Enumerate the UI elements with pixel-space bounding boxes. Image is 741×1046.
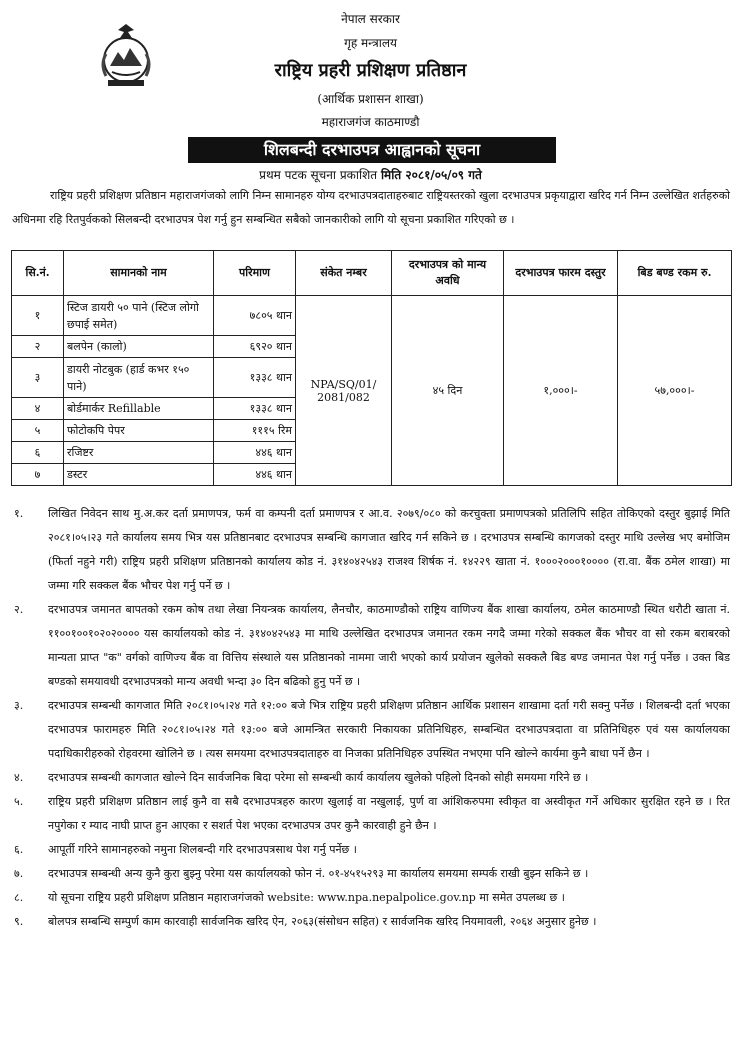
- intro-paragraph: राष्ट्रिय प्रहरी प्रशिक्षण प्रतिष्ठान महाराजगंजको लागि निम्न सामानहरु योग्य दरभाउपत्रदाताहरुबाट राष्ट्रियस्तरको खुला दरभाउपत्र प्रकृयाद्वारा खरिद गर्न निम्न उल्लेखित शर्तहरुको अधिनमा रहि रितपुर्वकको सिलबन्दी दरभाउपत्र पेश गर्नु हुन सम्बन्धित सबैको जानकारीको लागि यो सूचना प्रकाशित गरिएको छ ।: [12, 189, 730, 226]
- row-item-name: बोर्डमार्कर Refillable: [64, 398, 214, 420]
- notice-title-banner: शिलबन्दी दरभाउपत्र आह्वानको सूचना: [188, 137, 556, 163]
- col-header: बिड बण्ड रकम रु.: [618, 251, 732, 296]
- col-header: दरभाउपत्र फारम दस्तुर: [504, 251, 618, 296]
- institution-name: राष्ट्रिय प्रहरी प्रशिक्षण प्रतिष्ठान: [274, 60, 467, 81]
- term-number: ७.: [14, 867, 24, 880]
- row-sn: ५: [12, 420, 64, 442]
- row-item-name: डस्टर: [64, 464, 214, 486]
- term-text: दरभाउपत्र सम्बन्धी कागजात मिति २०८१।०५।२४ गते १२:०० बजे भित्र राष्ट्रिय प्रहरी प्रशिक्षण प्रतिष्ठान आर्थिक प्रशासन शाखामा दर्ता गरी सक्नु पर्नेछ । शिलबन्दी दर्ता भएका दरभाउपत्र फारामहरु मिति २०८१।०५।२४ गते १३:०० बजे आमन्त्रित सरकारी निकायका प्रतिनिधिहरु, सम्बन्धित दरभाउपत्रदाता वा प्रतिनिधिहरु एवं यस कार्यालयका पदाधिकारीहरुको रोहवरमा खोलिने छ । त्यस समयमा दरभाउपत्रदाताहरु वा निजका प्रतिनिधिहरु उपस्थित नभएमा पनि खोल्ने कार्यमा कुनै बाधा पर्ने छैन ।: [48, 699, 730, 760]
- publication-label: प्रथम पटक सूचना प्रकाशित: [259, 168, 378, 182]
- row-item-name: फोटोकपि पेपर: [64, 420, 214, 442]
- government-name: नेपाल सरकार: [341, 12, 400, 26]
- table-row: [12, 296, 732, 336]
- row-item-name: रजिष्टर: [64, 442, 214, 464]
- row-sn: २: [12, 336, 64, 358]
- list-item: [12, 910, 730, 934]
- terms-list: [12, 502, 730, 934]
- term-number: ६.: [14, 843, 24, 856]
- term-number: ४.: [14, 771, 24, 784]
- term-text: आपूर्ती गरिने सामानहरुको नमुना शिलबन्दी गरि दरभाउपत्रसाथ पेश गर्नु पर्नेछ ।: [48, 843, 357, 856]
- row-item-name: स्टिज डायरी ५० पाने (स्टिज लोगो छपाई समेत): [64, 296, 214, 336]
- row-sn: १: [12, 296, 64, 336]
- row-quantity: ४४६ थान: [214, 442, 296, 464]
- list-item: [12, 598, 730, 694]
- publication-line: [150, 166, 591, 183]
- code-number: NPA/SQ/01/ 2081/082: [296, 296, 392, 486]
- list-item: [12, 694, 730, 766]
- row-quantity: १३३८ थान: [214, 398, 296, 420]
- list-item: [12, 502, 730, 598]
- term-number: १.: [14, 507, 24, 520]
- list-item: [12, 886, 730, 910]
- form-fee: १,०००।-: [504, 296, 618, 486]
- list-item: [12, 790, 730, 838]
- term-text: राष्ट्रिय प्रहरी प्रशिक्षण प्रतिष्ठान लाई कुनै वा सबै दरभाउपत्रहरु कारण खुलाई वा नखुलाई, पुर्ण वा आंशिकरुपमा स्वीकृत वा अस्वीकृत गर्ने अधिकार सुरक्षित रहने छ । रित नपुगेका र म्याद नाघी प्राप्त हुन आएका र सशर्त पेश भएका दरभाउपत्र उपर कुनै कारवाही हुने छैन ।: [48, 795, 730, 832]
- term-text: बोलपत्र सम्बन्धि सम्पुर्ण काम कारवाही सार्वजनिक खरिद ऐन, २०६३(संसोधन सहित) र सार्वजनिक खरिद नियमावली, २०६४ अनुसार हुनेछ ।: [48, 915, 597, 928]
- term-text: लिखित निवेदन साथ मु.अ.कर दर्ता प्रमाणपत्र, फर्म वा कम्पनी दर्ता प्रमाणपत्र र आ.व. २०७९/०८० को करचुक्ता प्रमाणपत्रको प्रतिलिपि सहित तोकिएको दस्तुर बुझाई मिति २०८१।०५।२३ गते कार्यालय समय भित्र यस प्रतिष्ठानबाट दरभाउपत्र सम्बन्धि कागजात खरिद गर्न सकिने छ । दरभाउपत्र सम्बन्धि कागजको दस्तुर माथि उल्लेख भए बमोजिम (फिर्ता नहुने गरी) राष्ट्रिय प्रहरी प्रशिक्षण प्रतिष्ठानको कार्यालय कोड नं. ३१४०४२५४३ राजश्व शिर्षक नं. १४२२९ खाता नं. १०००२०००१०००० (रा.वा. बैंक ठमेल शाखा) मा जम्मा गरि सक्कल बैंक भौचर पेश गर्नु पर्ने छ ।: [48, 507, 730, 592]
- ministry-name: गृह मन्त्रालय: [344, 36, 397, 50]
- section-name: (आर्थिक प्रशासन शाखा): [317, 92, 424, 106]
- row-quantity: ६९२० थान: [214, 336, 296, 358]
- col-header: परिमाण: [214, 251, 296, 296]
- publication-date: मिति २०८१/०५/०९ गते: [380, 168, 482, 182]
- term-text: यो सूचना राष्ट्रिय प्रहरी प्रशिक्षण प्रतिष्ठान महाराजगंजको website: www.npa.nepalpolice.gov.np मा समेत उपलब्ध छ ।: [48, 891, 565, 904]
- location: महाराजगंज काठमाण्डौ: [321, 115, 420, 129]
- term-text: दरभाउपत्र सम्बन्धी कागजात खोल्ने दिन सार्वजनिक बिदा परेमा सो सम्बन्धी कार्य कार्यालय खुलेको पहिलो दिनको सोही समयमा गरिने छ ।: [48, 771, 589, 784]
- row-item-name: बलपेन (कालो): [64, 336, 214, 358]
- row-quantity: ४४६ थान: [214, 464, 296, 486]
- list-item: [12, 838, 730, 862]
- validity-period: ४५ दिन: [392, 296, 504, 486]
- row-quantity: ७८०५ थान: [214, 296, 296, 336]
- term-text: दरभाउपत्र जमानत बापतको रकम कोष तथा लेखा नियन्त्रक कार्यालय, लैनचौर, काठमाण्डौको राष्ट्रिय वाणिज्य बैंक शाखा कार्यालय, ठमेल काठमाण्डौ स्थित धरौटी खाता नं. ११००१००१०२०२०००० यस कार्यालयको कोड नं. ३१४०४२५४३ मा माथि उल्लेखित दरभाउपत्र जमानत रकम नगदै जम्मा गरेको सक्कल बैंक भौचर वा सो रकम बराबरको मान्यता प्राप्त "क" वर्गको वाणिज्य बैंक वा वित्तिय संस्थाले यस प्रतिष्ठानको नाममा जारी भएको कार्य प्रयोजन खुलेको सक्कलै बिड बण्ड जमानत पेश गर्नु पर्नेछ । उक्त बिड बण्डको समयावधी दरभाउपत्रको मान्य अवधी भन्दा ३० दिन बढिको हुनु पर्ने छ ।: [48, 603, 730, 688]
- row-sn: ३: [12, 358, 64, 398]
- table-header-row: [12, 251, 732, 296]
- list-item: [12, 766, 730, 790]
- term-number: २.: [14, 603, 24, 616]
- col-header: संकेत नम्बर: [296, 251, 392, 296]
- col-header: दरभाउपत्र को मान्य अवधि: [392, 251, 504, 296]
- row-sn: ७: [12, 464, 64, 486]
- list-item: [12, 862, 730, 886]
- items-table: [11, 250, 732, 486]
- col-header: सामानको नाम: [64, 251, 214, 296]
- term-number: ३.: [14, 699, 24, 712]
- row-sn: ४: [12, 398, 64, 420]
- term-number: ५.: [14, 795, 24, 808]
- row-sn: ६: [12, 442, 64, 464]
- row-quantity: १११५ रिम: [214, 420, 296, 442]
- row-quantity: १३३८ थान: [214, 358, 296, 398]
- col-header: सि.नं.: [12, 251, 64, 296]
- term-text: दरभाउपत्र सम्बन्धी अन्य कुनै कुरा बुझ्नु परेमा यस कार्यालयको फोन नं. ०१-४५१५२९३ मा कार्यालय समयमा सम्पर्क राखी बुझ्न सकिने छ ।: [48, 867, 589, 880]
- row-item-name: डायरी नोटबुक (हार्ड कभर १५० पाने): [64, 358, 214, 398]
- term-number: ९.: [14, 915, 24, 928]
- bid-bond-amount: ५७,०००।-: [618, 296, 732, 486]
- nepal-emblem-icon: [94, 20, 158, 90]
- term-number: ८.: [14, 891, 24, 904]
